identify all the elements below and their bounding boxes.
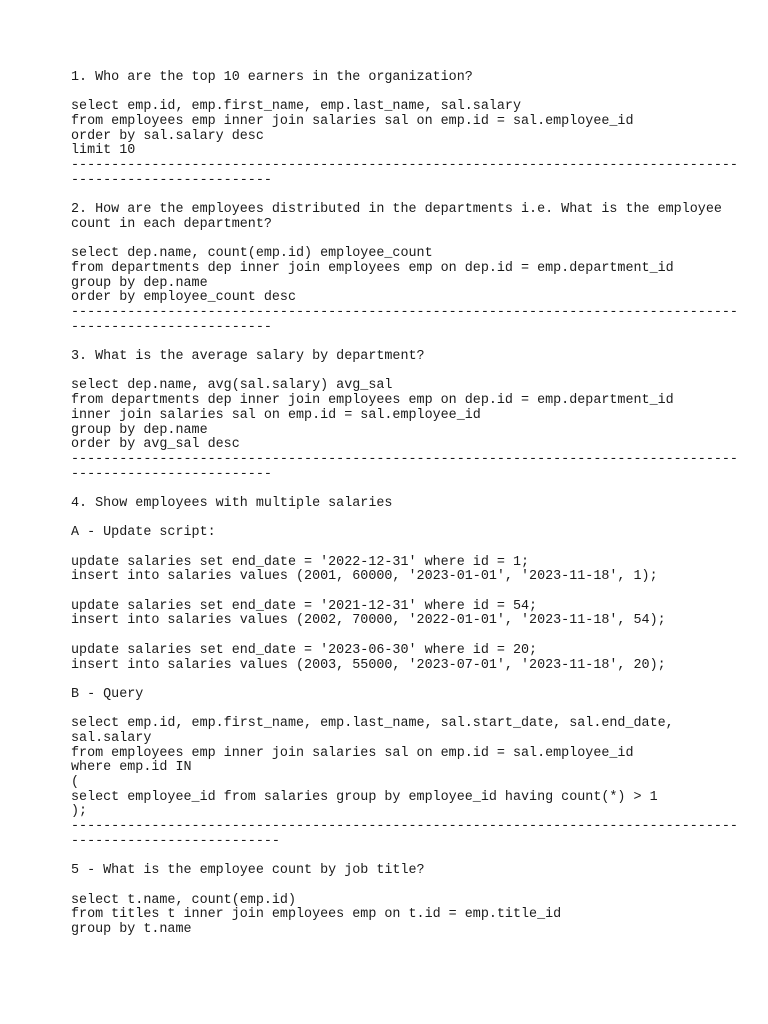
text-line: ); [71, 804, 88, 820]
text-line: A - Update script: [71, 525, 216, 541]
text-line: select emp.id, emp.first_name, emp.last_name, sal.start_date, sal.end_date, [71, 716, 674, 732]
text-line: ( [71, 775, 80, 790]
text-line: group by t.name [71, 921, 192, 937]
blank-line [71, 335, 711, 350]
text-line: select dep.name, count(emp.id) employee_count [71, 246, 433, 262]
text-line: select emp.id, emp.first_name, emp.last_name, sal.salary [71, 99, 521, 115]
text-line: where emp.id IN [71, 760, 192, 776]
text-line: ----------------------------------------------------------------------------------- [71, 158, 738, 174]
text-line: order by avg_sal desc [71, 437, 240, 453]
text-line: limit 10 [71, 143, 136, 159]
text-line: ------------------------- [71, 319, 272, 335]
text-line: 1. Who are the top 10 earners in the organization? [71, 70, 473, 85]
text-line: group by dep.name [71, 275, 208, 291]
blank-line [71, 482, 711, 497]
document-page [71, 70, 738, 938]
text-line: group by dep.name [71, 422, 208, 438]
text-line: select dep.name, avg(sal.salary) avg_sal [71, 378, 393, 394]
text-line: inner join salaries sal on emp.id = sal.employee_id [71, 407, 481, 423]
text-line: count in each department? [71, 216, 272, 232]
text-line: insert into salaries values (2001, 60000, '2023-01-01', '2023-11-18', 1); [71, 569, 658, 585]
text-line: select t.name, count(emp.id) [71, 892, 296, 908]
blank-line [71, 879, 711, 894]
text-line: ------------------------- [71, 466, 272, 482]
text-line: from departments dep inner join employees emp on dep.id = emp.department_id [71, 260, 674, 276]
text-line: ----------------------------------------------------------------------------------- [71, 451, 738, 467]
text-line: select employee_id from salaries group by employee_id having count(*) > 1 [71, 789, 658, 805]
text-line: ----------------------------------------------------------------------------------- [71, 819, 738, 835]
text-line: 2. How are the employees distributed in the departments i.e. What is the employee [71, 202, 722, 218]
text-line: -------------------------- [71, 833, 280, 849]
text-line: ----------------------------------------------------------------------------------- [71, 305, 738, 320]
text-line: 4. Show employees with multiple salaries [71, 495, 393, 511]
text-line: from departments dep inner join employees emp on dep.id = emp.department_id [71, 393, 674, 409]
text-line: order by sal.salary desc [71, 128, 264, 144]
blank-line [71, 629, 711, 644]
text-line: ------------------------- [71, 172, 272, 188]
blank-line [71, 233, 711, 248]
text-line: insert into salaries values (2002, 70000, '2022-01-01', '2023-11-18', 54); [71, 613, 666, 629]
text-line: from employees emp inner join salaries sal on emp.id = sal.employee_id [71, 745, 634, 761]
blank-line [71, 86, 711, 101]
blank-line [71, 673, 711, 688]
text-line: update salaries set end_date = '2023-06-30' where id = 20; [71, 642, 538, 658]
text-line: order by employee_count desc [71, 290, 296, 306]
text-line: B - Query [71, 686, 144, 702]
blank-line [71, 512, 711, 527]
text-line: sal.salary [71, 730, 152, 746]
text-line: 3. What is the average salary by department? [71, 349, 425, 365]
blank-line [71, 541, 711, 556]
blank-line [71, 189, 711, 204]
blank-line [71, 365, 711, 380]
text-line: from titles t inner join employees emp on t.id = emp.title_id [71, 907, 562, 923]
text-line: from employees emp inner join salaries sal on emp.id = sal.employee_id [71, 114, 634, 130]
blank-line [71, 703, 711, 718]
text-line: update salaries set end_date = '2022-12-31' where id = 1; [71, 554, 530, 570]
text-line: insert into salaries values (2003, 55000, '2023-07-01', '2023-11-18', 20); [71, 657, 666, 673]
text-line: 5 - What is the employee count by job title? [71, 863, 425, 879]
blank-line [71, 849, 711, 864]
blank-line [71, 585, 711, 600]
text-line: update salaries set end_date = '2021-12-31' where id = 54; [71, 598, 538, 614]
